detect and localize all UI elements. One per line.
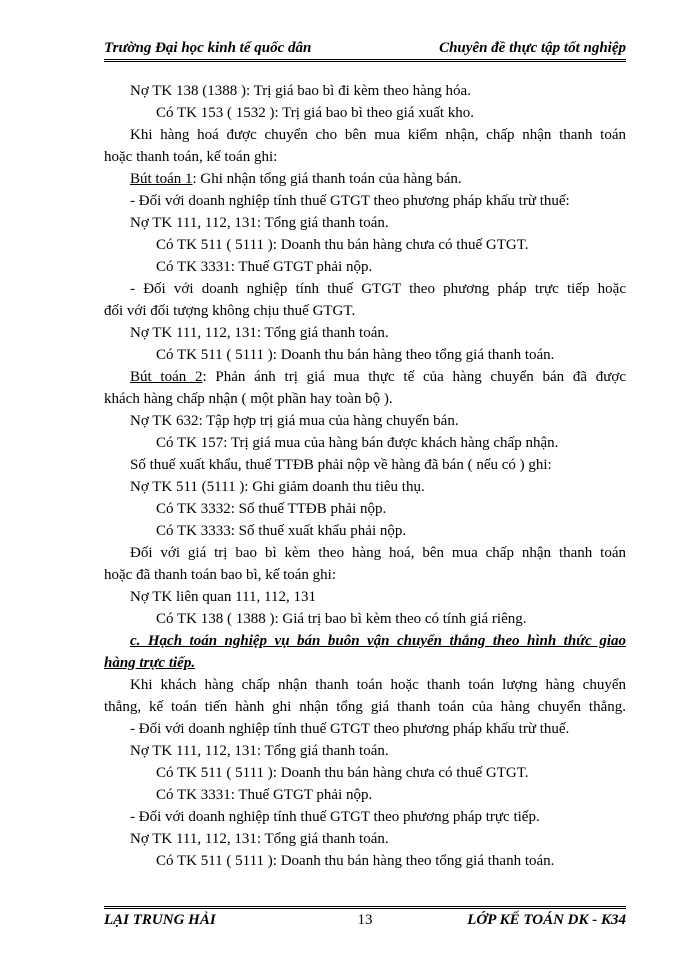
text-line: Khi hàng hoá được chuyển cho bên mua kiểm nhận, chấp nhận thanh toán (130, 127, 626, 143)
text-line: Nợ TK 111, 112, 131: Tổng giá thanh toán. (130, 215, 389, 231)
text-line: Nợ TK 111, 112, 131: Tổng giá thanh toán. (130, 743, 389, 759)
document-body (104, 80, 626, 872)
text-line: Nợ TK 138 (1388 ): Trị giá bao bì đi kèm theo hàng hóa. (130, 83, 471, 99)
text-line: Nợ TK 111, 112, 131: Tổng giá thanh toán. (130, 325, 389, 341)
section-heading: c. Hạch toán nghiệp vụ bán buôn vận chuyển thẳng theo hình thức giao (130, 633, 626, 649)
text-line: Có TK 3333: Số thuế xuất khẩu phải nộp. (156, 523, 407, 539)
text-line: Có TK 3331: Thuế GTGT phải nộp. (156, 259, 373, 275)
text-line: hoặc thanh toán, kế toán ghi: (104, 149, 278, 165)
text-line (104, 366, 626, 388)
text-line: Có TK 153 ( 1532 ): Trị giá bao bì theo giá xuất kho. (156, 105, 475, 121)
text-line: đối với đối tượng không chịu thuế GTGT. (104, 303, 356, 319)
text-line: hoặc đã thanh toán bao bì, kế toán ghi: (104, 567, 337, 583)
text-line: khách hàng chấp nhận ( một phần hay toàn bộ ). (104, 391, 393, 407)
text-line: - Đối với doanh nghiệp tính thuế GTGT theo phương pháp khấu trừ thuế. (130, 721, 570, 737)
text-line: Có TK 511 ( 5111 ): Doanh thu bán hàng theo tổng giá thanh toán. (156, 347, 555, 363)
text-line: - Đối với doanh nghiệp tính thuế GTGT theo phương pháp khấu trừ thuế: (130, 193, 570, 209)
footer-class: LỚP KẾ TOÁN DK - K34 (467, 912, 626, 928)
text-line: Nợ TK 111, 112, 131: Tổng giá thanh toán. (130, 831, 389, 847)
footer-rule (104, 906, 626, 909)
text-line: thẳng, kế toán tiến hành ghi nhận tổng giá thanh toán của hàng chuyển thẳng. (104, 699, 626, 715)
entry-label: Bút toán 2 (130, 369, 203, 385)
text-line: Đối với giá trị bao bì kèm theo hàng hoá, bên mua chấp nhận thanh toán (130, 545, 626, 561)
text-line: Khi khách hàng chấp nhận thanh toán hoặc thanh toán lượng hàng chuyển (130, 677, 626, 693)
text-line: Có TK 138 ( 1388 ): Giá trị bao bì kèm theo có tính giá riêng. (156, 611, 527, 627)
text-line: Có TK 511 ( 5111 ): Doanh thu bán hàng chưa có thuế GTGT. (156, 765, 529, 781)
footer-author: LẠI TRUNG HẢI (104, 912, 216, 928)
header-right: Chuyên đề thực tập tốt nghiệp (439, 40, 626, 56)
text-line: Nợ TK liên quan 111, 112, 131 (130, 589, 316, 605)
text-line: - Đối với doanh nghiệp tính thuế GTGT theo phương pháp trực tiếp hoặc (130, 281, 626, 297)
text-line: Có TK 511 ( 5111 ): Doanh thu bán hàng chưa có thuế GTGT. (156, 237, 529, 253)
text-line: Số thuế xuất khẩu, thuế TTĐB phải nộp về hàng đã bán ( nếu có ) ghi: (130, 457, 552, 473)
header-left: Trường Đại học kinh tế quốc dân (104, 40, 312, 56)
text-line: Có TK 511 ( 5111 ): Doanh thu bán hàng theo tổng giá thanh toán. (156, 853, 555, 869)
text-line: Nợ TK 632: Tập hợp trị giá mua của hàng chuyển bán. (130, 413, 459, 429)
text-line: Có TK 157: Trị giá mua của hàng bán được khách hàng chấp nhận. (156, 435, 559, 451)
page-number: 13 (357, 912, 373, 928)
text-line: Có TK 3332: Số thuế TTĐB phải nộp. (156, 501, 387, 517)
text-line: Nợ TK 511 (5111 ): Ghi giảm doanh thu tiêu thụ. (130, 479, 425, 495)
text-line: Có TK 3331: Thuế GTGT phải nộp. (156, 787, 373, 803)
text-line (104, 168, 626, 190)
entry-text: : Ghi nhận tổng giá thanh toán của hàng bán. (192, 171, 462, 187)
section-heading: hàng trực tiếp. (104, 655, 196, 671)
entry-label: Bút toán 1 (130, 171, 193, 187)
text-line: - Đối với doanh nghiệp tính thuế GTGT theo phương pháp trực tiếp. (130, 809, 540, 825)
header-rule (104, 59, 626, 62)
entry-text: : Phản ánh trị giá mua thực tế của hàng chuyển bán đã được (202, 369, 626, 385)
page-footer (104, 912, 626, 934)
